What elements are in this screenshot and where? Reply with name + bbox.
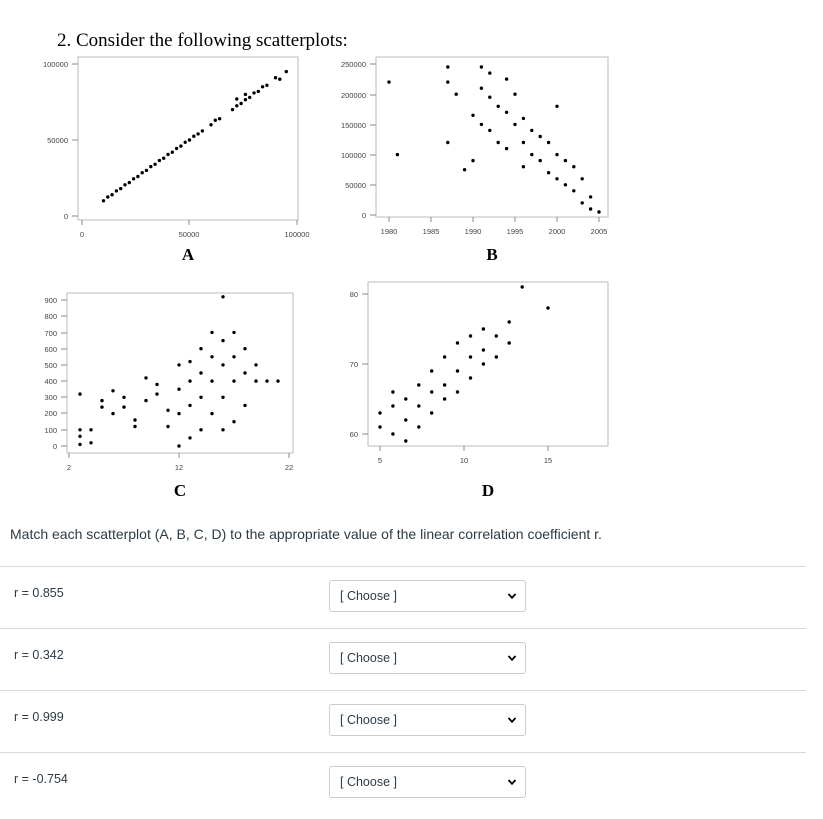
- data-point: [495, 334, 498, 337]
- data-point: [597, 210, 600, 213]
- data-point: [244, 98, 247, 101]
- data-point: [513, 93, 516, 96]
- data-point: [482, 362, 485, 365]
- y-tick-label: 150000: [340, 121, 366, 130]
- data-point: [188, 379, 191, 382]
- data-point: [396, 153, 399, 156]
- x-tick-label: 12: [174, 463, 184, 472]
- data-point: [210, 412, 213, 415]
- data-point: [391, 404, 394, 407]
- data-point: [446, 141, 449, 144]
- data-point: [387, 80, 390, 83]
- data-point: [480, 65, 483, 68]
- data-point: [285, 70, 288, 73]
- plot-label-c: C: [173, 481, 187, 500]
- data-point: [539, 159, 542, 162]
- data-point: [265, 84, 268, 87]
- data-point: [89, 428, 92, 431]
- data-point: [254, 379, 257, 382]
- data-point: [175, 147, 178, 150]
- answer-select[interactable]: [329, 766, 526, 798]
- data-point: [218, 117, 221, 120]
- data-point: [188, 138, 191, 141]
- x-tick-label: 5: [377, 456, 383, 465]
- data-point: [378, 425, 381, 428]
- correlation-label: r = 0.342: [14, 648, 64, 662]
- data-point: [232, 331, 235, 334]
- data-point: [480, 87, 483, 90]
- y-tick-label: 70: [349, 360, 358, 369]
- data-point: [199, 347, 202, 350]
- data-point: [589, 195, 592, 198]
- y-tick-label: 0: [361, 211, 366, 220]
- chevron-down-icon: [507, 715, 517, 725]
- data-point: [471, 159, 474, 162]
- y-tick-label: 600: [44, 345, 57, 354]
- y-tick-label: 200: [44, 409, 57, 418]
- data-point: [521, 285, 524, 288]
- y-tick-label: 200000: [340, 91, 366, 100]
- question-title: 2. Consider the following scatterplots:: [57, 30, 348, 51]
- match-row: [0, 752, 806, 814]
- data-point: [111, 412, 114, 415]
- data-point: [482, 348, 485, 351]
- data-point: [589, 207, 592, 210]
- correlation-label: r = 0.855: [14, 586, 64, 600]
- plot-frame-d: [368, 282, 608, 446]
- data-point: [443, 397, 446, 400]
- x-tick-label: 100000: [284, 230, 310, 239]
- data-point: [221, 396, 224, 399]
- correlation-label: r = -0.754: [14, 772, 68, 786]
- data-point: [539, 135, 542, 138]
- data-point: [188, 436, 191, 439]
- data-point: [248, 96, 251, 99]
- data-point: [261, 85, 264, 88]
- data-point: [177, 388, 180, 391]
- data-point: [153, 163, 156, 166]
- data-point: [443, 383, 446, 386]
- data-point: [210, 355, 213, 358]
- row-divider: [0, 566, 806, 567]
- data-point: [404, 397, 407, 400]
- data-point: [378, 411, 381, 414]
- data-point: [111, 389, 114, 392]
- data-point: [78, 428, 81, 431]
- data-point: [564, 159, 567, 162]
- data-point: [235, 104, 238, 107]
- data-point: [122, 405, 125, 408]
- select-value: [ Choose ]: [340, 775, 397, 789]
- data-point: [122, 396, 125, 399]
- data-point: [404, 439, 407, 442]
- data-point: [221, 339, 224, 342]
- data-point: [144, 376, 147, 379]
- data-point: [141, 171, 144, 174]
- data-point: [214, 119, 217, 122]
- x-tick-label: 0: [79, 230, 85, 239]
- row-divider: [0, 752, 806, 753]
- instructions: Match each scatterplot (A, B, C, D) to the appropriate value of the linear correlation coefficient r.: [10, 526, 602, 542]
- data-point: [456, 341, 459, 344]
- x-tick-label: 50000: [178, 230, 200, 239]
- data-point: [106, 195, 109, 198]
- y-tick-label: 100: [44, 426, 57, 435]
- y-tick-label: 800: [44, 312, 57, 321]
- x-tick-label: 1980: [380, 227, 398, 236]
- x-tick-label: 2000: [548, 227, 566, 236]
- data-point: [456, 369, 459, 372]
- data-point: [505, 147, 508, 150]
- y-tick-label: 500: [44, 361, 57, 370]
- data-point: [446, 65, 449, 68]
- data-point: [209, 123, 212, 126]
- data-point: [391, 390, 394, 393]
- data-point: [254, 363, 257, 366]
- data-point: [192, 135, 195, 138]
- data-point: [144, 399, 147, 402]
- data-point: [430, 411, 433, 414]
- answer-select[interactable]: [329, 642, 526, 674]
- data-point: [115, 189, 118, 192]
- data-point: [132, 177, 135, 180]
- data-point: [555, 177, 558, 180]
- data-point: [404, 418, 407, 421]
- y-tick-label: 80: [349, 290, 358, 299]
- data-point: [430, 369, 433, 372]
- data-point: [547, 171, 550, 174]
- data-point: [100, 399, 103, 402]
- y-tick-label: 700: [44, 329, 57, 338]
- data-point: [177, 412, 180, 415]
- data-point: [145, 169, 148, 172]
- data-point: [221, 363, 224, 366]
- data-point: [497, 141, 500, 144]
- data-point: [522, 117, 525, 120]
- data-point: [133, 418, 136, 421]
- match-row: [0, 690, 806, 752]
- data-point: [257, 90, 260, 93]
- data-point: [443, 355, 446, 358]
- data-point: [100, 405, 103, 408]
- answer-select[interactable]: [329, 580, 526, 612]
- data-point: [166, 153, 169, 156]
- data-point: [455, 93, 458, 96]
- data-point: [243, 404, 246, 407]
- data-point: [89, 441, 92, 444]
- x-tick-label: 22: [284, 463, 294, 472]
- chevron-down-icon: [507, 653, 517, 663]
- data-point: [495, 355, 498, 358]
- x-tick-label: 1990: [464, 227, 482, 236]
- data-point: [243, 347, 246, 350]
- data-point: [546, 306, 549, 309]
- select-value: [ Choose ]: [340, 651, 397, 665]
- data-point: [102, 199, 105, 202]
- data-point: [581, 177, 584, 180]
- y-tick-label: 300: [44, 393, 57, 402]
- data-point: [572, 165, 575, 168]
- plot-label-a: A: [181, 245, 195, 264]
- data-point: [199, 371, 202, 374]
- data-point: [488, 71, 491, 74]
- plot-label-b: B: [486, 245, 498, 264]
- plot-label-d: D: [481, 481, 495, 500]
- data-point: [456, 390, 459, 393]
- data-point: [581, 201, 584, 204]
- data-point: [184, 141, 187, 144]
- chevron-down-icon: [507, 591, 517, 601]
- data-point: [469, 334, 472, 337]
- data-point: [232, 379, 235, 382]
- data-point: [469, 376, 472, 379]
- row-divider: [0, 690, 806, 691]
- data-point: [133, 425, 136, 428]
- y-tick-label: 0: [63, 212, 68, 221]
- data-point: [158, 159, 161, 162]
- data-point: [417, 404, 420, 407]
- data-point: [469, 355, 472, 358]
- data-point: [221, 428, 224, 431]
- data-point: [136, 175, 139, 178]
- data-point: [482, 327, 485, 330]
- data-point: [522, 165, 525, 168]
- chevron-down-icon: [507, 777, 517, 787]
- data-point: [508, 341, 511, 344]
- data-point: [199, 428, 202, 431]
- data-point: [188, 404, 191, 407]
- data-point: [196, 132, 199, 135]
- data-point: [547, 141, 550, 144]
- y-tick-label: 100000: [42, 60, 68, 69]
- y-tick-label: 60: [349, 430, 358, 439]
- data-point: [221, 295, 224, 298]
- data-point: [274, 76, 277, 79]
- y-tick-label: 50000: [345, 181, 366, 190]
- x-tick-label: 1995: [506, 227, 524, 236]
- answer-select[interactable]: [329, 704, 526, 736]
- data-point: [179, 144, 182, 147]
- data-point: [530, 129, 533, 132]
- data-point: [471, 114, 474, 117]
- data-point: [171, 151, 174, 154]
- data-point: [239, 102, 242, 105]
- data-point: [530, 153, 533, 156]
- data-point: [417, 425, 420, 428]
- data-point: [78, 443, 81, 446]
- data-point: [232, 420, 235, 423]
- data-point: [497, 105, 500, 108]
- match-row: [0, 628, 806, 690]
- data-point: [508, 320, 511, 323]
- x-tick-label: 15: [543, 456, 553, 465]
- data-point: [210, 379, 213, 382]
- data-point: [110, 193, 113, 196]
- data-point: [276, 379, 279, 382]
- data-point: [78, 392, 81, 395]
- data-point: [488, 96, 491, 99]
- y-tick-label: 400: [44, 377, 57, 386]
- data-point: [162, 157, 165, 160]
- data-point: [505, 111, 508, 114]
- row-divider: [0, 628, 806, 629]
- x-tick-label: 2005: [590, 227, 608, 236]
- data-point: [199, 396, 202, 399]
- data-point: [155, 383, 158, 386]
- data-point: [166, 409, 169, 412]
- y-tick-label: 50000: [47, 136, 68, 145]
- data-point: [488, 129, 491, 132]
- plot-frame-c: [67, 293, 293, 453]
- correlation-label: r = 0.999: [14, 710, 64, 724]
- select-value: [ Choose ]: [340, 589, 397, 603]
- data-point: [391, 432, 394, 435]
- data-point: [201, 129, 204, 132]
- data-point: [155, 392, 158, 395]
- data-point: [417, 383, 420, 386]
- data-point: [231, 108, 234, 111]
- data-point: [149, 165, 152, 168]
- plot-frame-b: [376, 57, 608, 217]
- data-point: [244, 93, 247, 96]
- y-tick-label: 100000: [340, 151, 366, 160]
- data-point: [572, 189, 575, 192]
- data-point: [430, 390, 433, 393]
- select-value: [ Choose ]: [340, 713, 397, 727]
- data-point: [463, 168, 466, 171]
- data-point: [78, 435, 81, 438]
- x-tick-label: 1985: [422, 227, 440, 236]
- data-point: [513, 123, 516, 126]
- match-row: [0, 566, 806, 628]
- data-point: [278, 78, 281, 81]
- data-point: [232, 355, 235, 358]
- data-point: [564, 183, 567, 186]
- y-tick-label: 250000: [340, 60, 366, 69]
- data-point: [252, 91, 255, 94]
- data-point: [265, 379, 268, 382]
- y-tick-label: 900: [44, 296, 57, 305]
- data-point: [188, 360, 191, 363]
- x-tick-label: 2: [66, 463, 72, 472]
- data-point: [505, 77, 508, 80]
- data-point: [128, 181, 131, 184]
- y-tick-label: 0: [52, 442, 57, 451]
- data-point: [555, 105, 558, 108]
- data-point: [243, 371, 246, 374]
- data-point: [555, 153, 558, 156]
- data-point: [235, 97, 238, 100]
- data-point: [119, 187, 122, 190]
- data-point: [446, 80, 449, 83]
- x-tick-label: 10: [459, 456, 469, 465]
- data-point: [210, 331, 213, 334]
- data-point: [522, 141, 525, 144]
- data-point: [177, 444, 180, 447]
- data-point: [177, 363, 180, 366]
- data-point: [123, 183, 126, 186]
- data-point: [480, 123, 483, 126]
- data-point: [166, 425, 169, 428]
